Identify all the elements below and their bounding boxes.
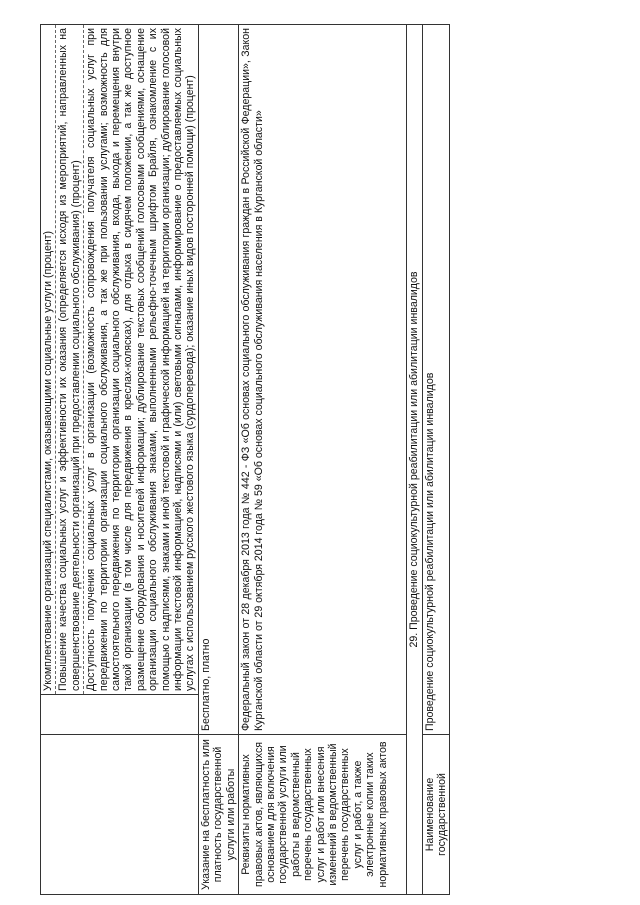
services-table [40, 24, 450, 895]
criteria-row [41, 25, 199, 895]
criteria-label-cell [41, 735, 199, 895]
service-name-row [422, 25, 450, 895]
section-row [407, 25, 422, 895]
service-name-value: Проведение социокультурной реабилитации или абилитации инвалидов [422, 25, 450, 735]
criterion-quality: Повышение качества социальных услуг и эффективности их оказания (определяется исходя из мероприятий, направленных на совершенствование деятельности организаций при предоставлении социального обслуживания) (процент) [55, 25, 83, 694]
payment-value: Бесплатно, платно [198, 25, 238, 735]
criterion-accessibility: Доступность получения социальных услуг в организации (возможность сопровождения получателя социальных услуг при передвижении по территории организации социального обслуживания, а так же при пользовании услугами; возможность для самостоятельного передвижения по территории организации социального обслуживания, входа, выхода и перемещения внутри такой организации (в том числе для передвижения в креслах-колясках), для отдыха в сидячем положении, а так же доступное размещение оборудования и носителей информации; дублирование текстовых сообщений голосовыми сообщениями, оснащение организации социального обслуживания знаками, выполненными рельефно-точечным шрифтом Брайля, ознакомление с их помощью с надписями, знаками и иной текстовой и графической информацией на территории организации; дублирование голосовой информации текстовой информацией, надписями и (или) световыми сигналами, информирование о предоставляемых социальных услугах с использованием русского жестового языка (сурдоперевода); оказание иных видов посторонней помощи) (процент) [83, 25, 198, 694]
criteria-cell [41, 25, 199, 695]
payment-row [198, 25, 238, 895]
legal-value: Федеральный закон от 28 декабря 2013 года № 442 - ФЗ «Об основах социального обслуживания граждан в Российской Федерации», Закон Курганской области от 29 октября 2014 года № 59 «Об основах социального обслуживания населения в Курганской области» [239, 25, 407, 735]
legal-label: Реквизиты нормативных правовых актов, являющихся основанием для включения государственной услуги или работы в ведомственный перечень государственных услуг и работ или внесения изменений в ведомственный перечень государственных услуг и работ, а также электронные копии таких нормативных правовых актов [239, 735, 407, 895]
payment-label: Указание на бесплатность или платность государственной услуги или работы [198, 735, 238, 895]
criterion-staffing: Укомплектование организаций специалистами, оказывающими социальные услуги (процент) [42, 230, 54, 691]
section-title: 29. Проведение социокультурной реабилитации или абилитации инвалидов [407, 25, 422, 895]
rotated-content [40, 25, 610, 895]
legal-row [239, 25, 407, 895]
service-name-label: Наименование государственной [422, 735, 450, 895]
